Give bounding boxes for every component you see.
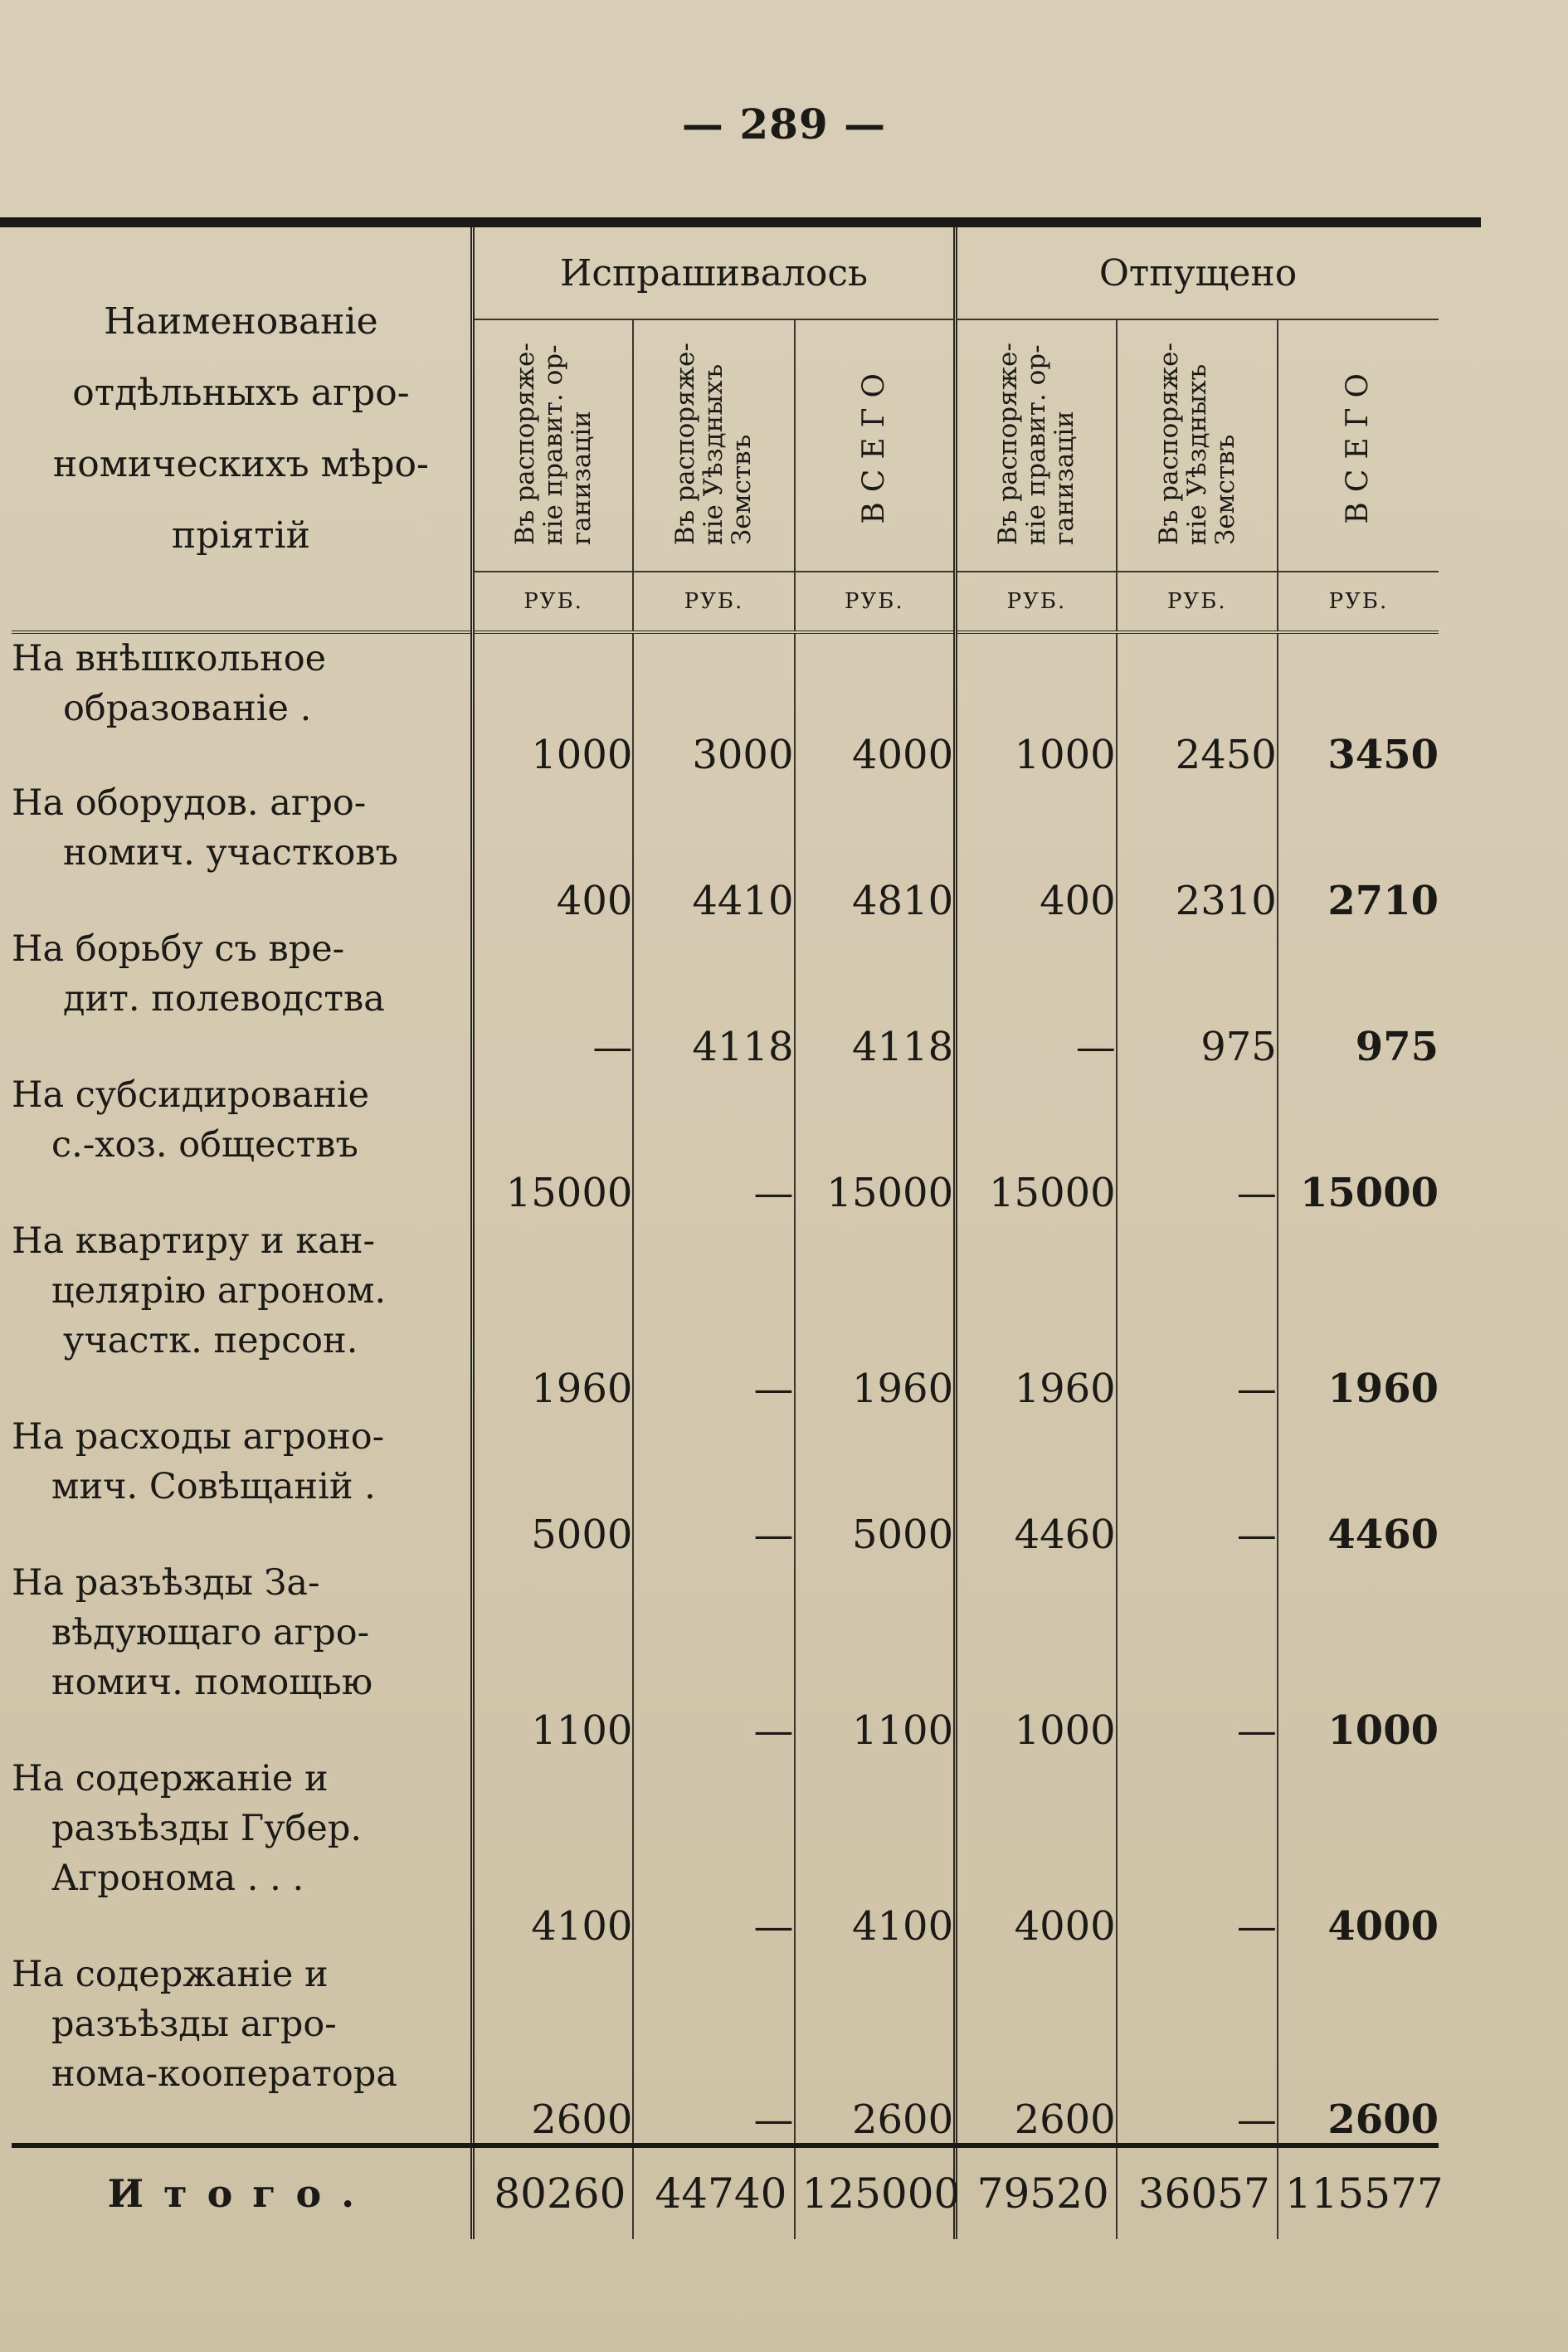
cell-value: — xyxy=(1117,1754,1278,1950)
cell-value: — xyxy=(956,924,1117,1070)
subheader-zemstvo: Въ распоряже- ніе Уѣздныхъ Земствъ xyxy=(633,319,794,571)
total-value: 80260 xyxy=(472,2145,633,2239)
cell-value: 2450 xyxy=(1117,632,1278,778)
header-name-line: отдѣльныхъ агро- xyxy=(72,372,410,414)
cell-value: 15000 xyxy=(795,1070,956,1216)
row-name: На внѣшкольное образованіе . xyxy=(12,632,472,778)
cell-value: 1000 xyxy=(956,632,1117,778)
unit-label: РУБ. xyxy=(633,572,794,632)
cell-value: 2600 xyxy=(1278,1950,1439,2145)
table-row xyxy=(12,1070,1439,1216)
row-name: На оборудов. агро- номич. участковъ xyxy=(12,778,472,924)
total-row xyxy=(12,2145,1439,2239)
row-name: На содержаніе и разъѣзды агро- нома-кооператора xyxy=(12,1950,472,2145)
table-row xyxy=(12,1412,1439,1558)
cell-value: 4100 xyxy=(531,1903,633,1950)
unit-label: РУБ. xyxy=(795,572,956,632)
cell-value: 3450 xyxy=(1278,632,1439,778)
cell-value: 975 xyxy=(1278,924,1439,1070)
cell-value: 1000 xyxy=(956,1558,1117,1754)
cell-value: 1000 xyxy=(1278,1558,1439,1754)
header-name-line: пріятій xyxy=(171,514,310,557)
cell-value: 2310 xyxy=(1117,778,1278,924)
unit-label: РУБ. xyxy=(472,572,633,632)
total-value: 125000 xyxy=(795,2145,956,2239)
subheader-total: ВСЕГО xyxy=(795,319,956,571)
cell-value: 4410 xyxy=(633,778,794,924)
cell-value: 2600 xyxy=(531,2096,633,2143)
cell-value: 15000 xyxy=(505,1170,633,1216)
row-name: На содержаніе и разъѣзды Губер. Агронома . . . xyxy=(12,1754,472,1950)
cell-value: 5000 xyxy=(795,1412,956,1558)
cell-value: 3000 xyxy=(633,632,794,778)
table-row xyxy=(12,1754,1439,1950)
group-header-requested: Испрашивалось xyxy=(472,227,955,319)
total-value: 36057 xyxy=(1117,2145,1278,2239)
cell-value: — xyxy=(1117,1950,1278,2145)
page-number: — 289 — xyxy=(681,100,887,149)
cell-value: — xyxy=(1117,1070,1278,1216)
row-name: На квартиру и кан- целярію агроном. участк. персон. xyxy=(12,1216,472,1412)
cell-value: — xyxy=(592,1024,633,1070)
cell-value: 15000 xyxy=(1278,1070,1439,1216)
cell-value: 1960 xyxy=(531,1366,633,1412)
table-row xyxy=(12,1216,1439,1412)
cell-value: 15000 xyxy=(956,1070,1117,1216)
cell-value: 4118 xyxy=(795,924,956,1070)
subheader-total: ВСЕГО xyxy=(1278,319,1439,571)
table-row xyxy=(12,924,1439,1070)
cell-value: — xyxy=(633,1412,794,1558)
row-name: На борьбу съ вре- дит. полеводства xyxy=(12,924,472,1070)
table-row xyxy=(12,1558,1439,1754)
cell-value: 400 xyxy=(956,778,1117,924)
unit-label: РУБ. xyxy=(1117,572,1278,632)
row-name: На субсидированіе с.-хоз. обществъ xyxy=(12,1070,472,1216)
cell-value: 4118 xyxy=(633,924,794,1070)
cell-value: — xyxy=(633,1950,794,2145)
cell-value: 4000 xyxy=(1278,1754,1439,1950)
cell-value: 400 xyxy=(556,878,633,924)
total-value: 115577 xyxy=(1278,2145,1439,2239)
table-row xyxy=(12,632,1439,778)
cell-value: — xyxy=(1117,1412,1278,1558)
header-name-line: Наименованіе xyxy=(104,300,378,343)
cell-value: 4100 xyxy=(795,1754,956,1950)
subheader-zemstvo: Въ распоряже- ніе Уѣздныхъ Земствъ xyxy=(1117,319,1278,571)
header-name-line: номическихъ мѣро- xyxy=(52,443,429,485)
cell-value: — xyxy=(633,1070,794,1216)
cell-value: — xyxy=(1117,1216,1278,1412)
cell-value: 4000 xyxy=(956,1754,1117,1950)
appropriations-table xyxy=(12,227,1444,2239)
cell-value: 4810 xyxy=(795,778,956,924)
total-value: 44740 xyxy=(633,2145,794,2239)
cell-value: — xyxy=(633,1216,794,1412)
cell-value: 2600 xyxy=(795,1950,956,2145)
cell-value: 4460 xyxy=(1278,1412,1439,1558)
table-row xyxy=(12,1950,1439,2145)
group-header-granted: Отпущено xyxy=(956,227,1439,319)
header-name-column xyxy=(12,227,472,632)
table-row xyxy=(12,778,1439,924)
cell-value: 4000 xyxy=(795,632,956,778)
subheader-government: Въ распоряже- ніе правит. ор- ганизаціи xyxy=(472,319,633,571)
cell-value: — xyxy=(633,1558,794,1754)
cell-value: 1100 xyxy=(531,1707,633,1754)
cell-value: 1960 xyxy=(795,1216,956,1412)
cell-value: 1960 xyxy=(956,1216,1117,1412)
row-name: На расходы агроно- мич. Совѣщаній . xyxy=(12,1412,472,1558)
cell-value: 1100 xyxy=(795,1558,956,1754)
cell-value: — xyxy=(1117,1558,1278,1754)
cell-value: 1960 xyxy=(1278,1216,1439,1412)
cell-value: 2710 xyxy=(1278,778,1439,924)
cell-value: 1000 xyxy=(531,732,633,778)
unit-label: РУБ. xyxy=(1278,572,1439,632)
total-label: Итого. xyxy=(12,2145,472,2239)
cell-value: 2600 xyxy=(956,1950,1117,2145)
row-name: На разъѣзды За- вѣдующаго агро- номич. помощью xyxy=(12,1558,472,1754)
cell-value: — xyxy=(633,1754,794,1950)
cell-value: 5000 xyxy=(531,1512,633,1558)
subheader-government: Въ распоряже- ніе правит. ор- ганизаціи xyxy=(956,319,1117,571)
cell-value: 975 xyxy=(1117,924,1278,1070)
unit-label: РУБ. xyxy=(956,572,1117,632)
total-value: 79520 xyxy=(956,2145,1117,2239)
top-rule xyxy=(0,217,1481,227)
cell-value: 4460 xyxy=(956,1412,1117,1558)
